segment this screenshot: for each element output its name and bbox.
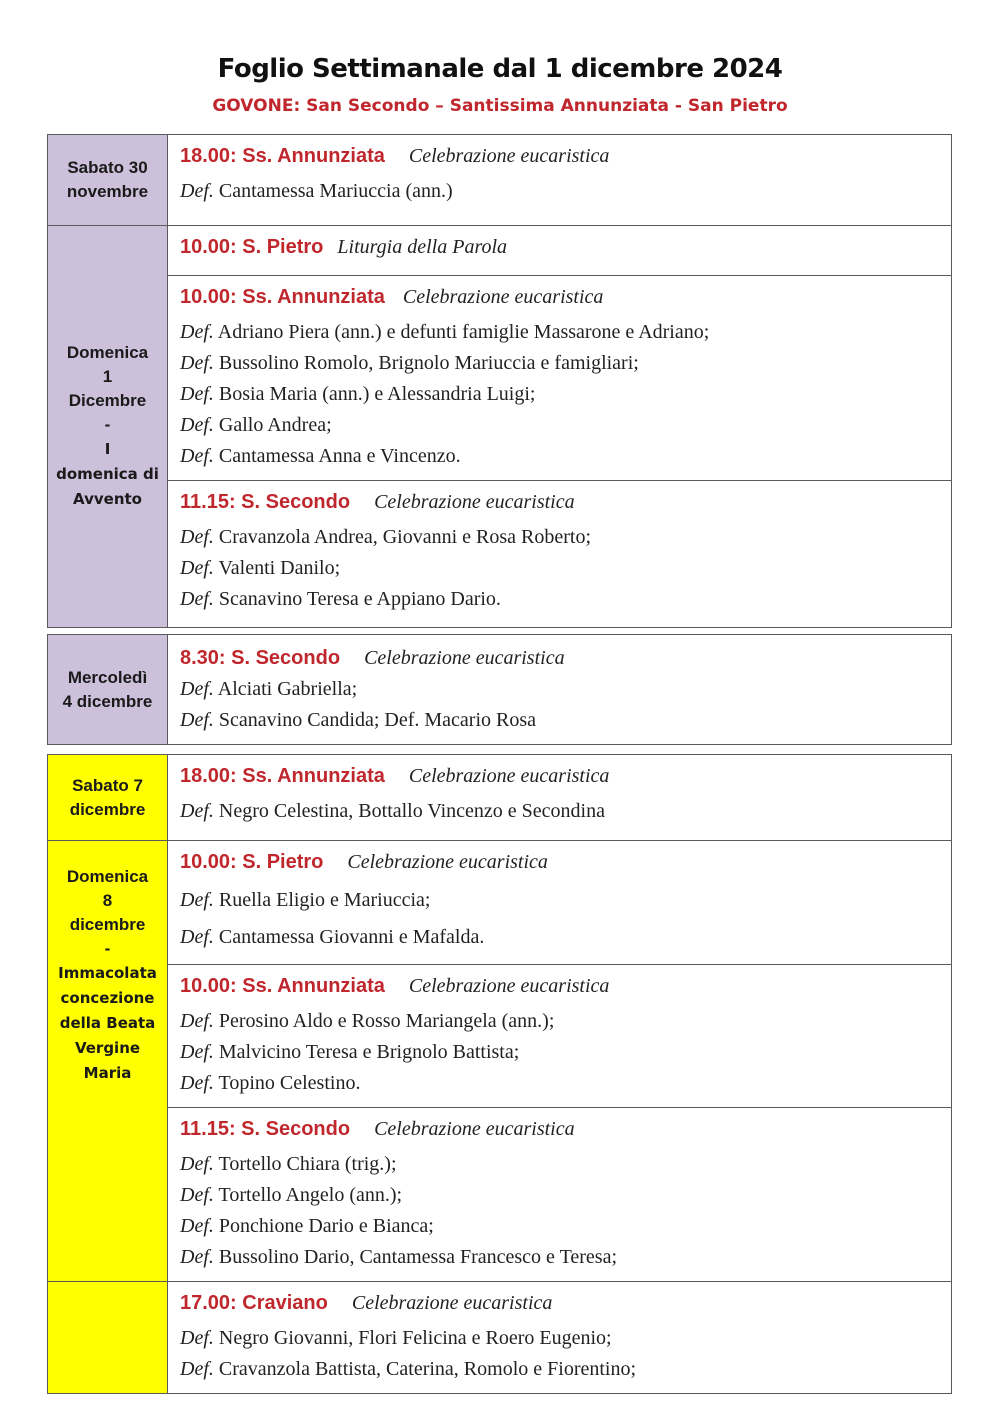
deceased-line: Def. Topino Celestino. [180,1072,361,1094]
mass-cell [168,635,952,745]
liturgical-day: della Beata [59,1014,156,1032]
day-cell-mercoledi-4 [48,635,168,745]
mass-kind: Celebrazione eucaristica [408,145,610,167]
mass-kind: Celebrazione eucaristica [402,286,604,308]
liturgical-day: concezione [60,989,155,1007]
deceased-line: Def. Cravanzola Andrea, Giovanni e Rosa Roberto; [180,526,592,548]
schedule-table-weekend-2 [47,754,952,1394]
schedule-table-midweek [47,634,952,745]
day-cell-empty [48,1282,168,1394]
table-row [48,965,952,1108]
mass-kind: Celebrazione eucaristica [374,491,575,513]
table-row [48,226,952,276]
table-row [48,481,952,628]
mass-time: 11.15: S. Secondo [180,491,351,513]
deceased-line: Def. Bussolino Romolo, Brignolo Mariuccia e famigliari; [180,352,639,374]
day-label: 1 [102,367,113,386]
page-subtitle [0,96,1000,116]
deceased-line: Def. Cantamessa Anna e Vincenzo. [180,445,461,467]
day-label: Dicembre [68,391,147,410]
mass-time: 18.00: Ss. Annunziata [180,765,385,787]
mass-cell [168,1108,952,1282]
day-cell-sabato-7 [48,755,168,841]
day-label: Domenica [66,867,149,886]
mass-cell [168,841,952,965]
day-label: - [104,939,111,958]
table-row [48,276,952,481]
mass-time: 11.15: S. Secondo [180,1118,351,1140]
day-label: novembre [66,182,149,201]
mass-cell [168,1282,952,1394]
mass-cell [168,965,952,1108]
deceased-line: Def. Cantamessa Giovanni e Mafalda. [180,926,485,948]
table-row [48,1282,952,1394]
subtitle-place: GOVONE [212,96,294,116]
mass-kind: Celebrazione eucaristica [408,765,610,787]
mass-time: 18.00: Ss. Annunziata [180,145,385,167]
liturgical-day: I [104,440,111,458]
day-cell-domenica-1 [48,226,168,628]
mass-time: 10.00: S. Pietro [180,236,324,258]
deceased-line: Def. Valenti Danilo; [180,557,341,579]
day-cell-domenica-8 [48,841,168,1282]
day-cell-sabato-30 [48,135,168,226]
deceased-line: Def. Ponchione Dario e Bianca; [180,1215,434,1237]
deceased-line: Def. Scanavino Candida; Def. Macario Rosa [180,709,537,731]
table-row [48,1108,952,1282]
deceased-line: Def. Adriano Piera (ann.) e defunti famiglie Massarone e Adriano; [180,321,710,343]
deceased-line: Def. Bosia Maria (ann.) e Alessandria Luigi; [180,383,536,405]
day-label: dicembre [69,799,146,819]
deceased-line: Def. Cantamessa Mariuccia (ann.) [180,180,453,202]
mass-cell [168,276,952,481]
deceased-line: Def. Alciati Gabriella; [180,678,358,700]
day-label: - [104,415,111,434]
liturgical-day: Maria [83,1064,132,1082]
deceased-line: Def. Tortello Chiara (trig.); [180,1153,397,1175]
mass-kind: Celebrazione eucaristica [408,975,610,997]
day-label: dicembre [69,915,146,934]
deceased-line: Def. Scanavino Teresa e Appiano Dario. [180,588,501,610]
mass-cell [168,755,952,841]
deceased-line: Def. Ruella Eligio e Mariuccia; [180,889,431,911]
mass-time: 17.00: Craviano [180,1292,328,1314]
mass-time: 8.30: S. Secondo [180,647,341,669]
mass-time: 10.00: Ss. Annunziata [180,286,385,308]
mass-cell [168,226,952,276]
deceased-line: Def. Negro Celestina, Bottallo Vincenzo e Secondina [180,800,605,822]
schedule-table-weekend-1 [47,134,952,628]
liturgical-day: domenica di [56,465,159,483]
liturgical-day: Avvento [73,490,142,508]
deceased-line: Def. Cravanzola Battista, Caterina, Romolo e Fiorentino; [180,1358,637,1380]
subtitle-churches: : San Secondo – Santissima Annunziata - San Pietro [293,96,788,116]
mass-kind: Celebrazione eucaristica [364,647,565,669]
deceased-line: Def. Perosino Aldo e Rosso Mariangela (ann.); [180,1010,555,1032]
day-label: Domenica [66,343,149,362]
deceased-line: Def. Negro Giovanni, Flori Felicina e Roero Eugenio; [180,1327,612,1349]
table-row [48,841,952,965]
mass-kind: Liturgia della Parola [337,236,508,258]
mass-kind: Celebrazione eucaristica [374,1118,575,1140]
day-label: 4 dicembre [62,691,153,711]
mass-kind: Celebrazione eucaristica [347,851,548,873]
deceased-line: Def. Bussolino Dario, Cantamessa Francesco e Teresa; [180,1246,618,1268]
table-row [48,755,952,841]
deceased-line: Def. Tortello Angelo (ann.); [180,1184,403,1206]
deceased-line: Def. Gallo Andrea; [180,414,332,436]
deceased-line: Def. Malvicino Teresa e Brignolo Battista; [180,1041,520,1063]
table-row [48,135,952,226]
table-row [48,635,952,745]
mass-time: 10.00: Ss. Annunziata [180,975,385,997]
mass-time: 10.00: S. Pietro [180,851,324,873]
day-label: 8 [102,891,113,910]
liturgical-day: Immacolata [58,964,157,982]
day-label: Sabato 7 [72,775,143,795]
mass-kind: Celebrazione eucaristica [351,1292,553,1314]
day-label: Mercoledì [67,667,148,687]
page-title: Foglio Settimanale dal 1 dicembre 2024 [217,54,783,84]
day-label: Sabato 30 [67,158,148,177]
liturgical-day: Vergine [74,1039,141,1057]
mass-cell [168,481,952,628]
mass-cell [168,135,952,226]
